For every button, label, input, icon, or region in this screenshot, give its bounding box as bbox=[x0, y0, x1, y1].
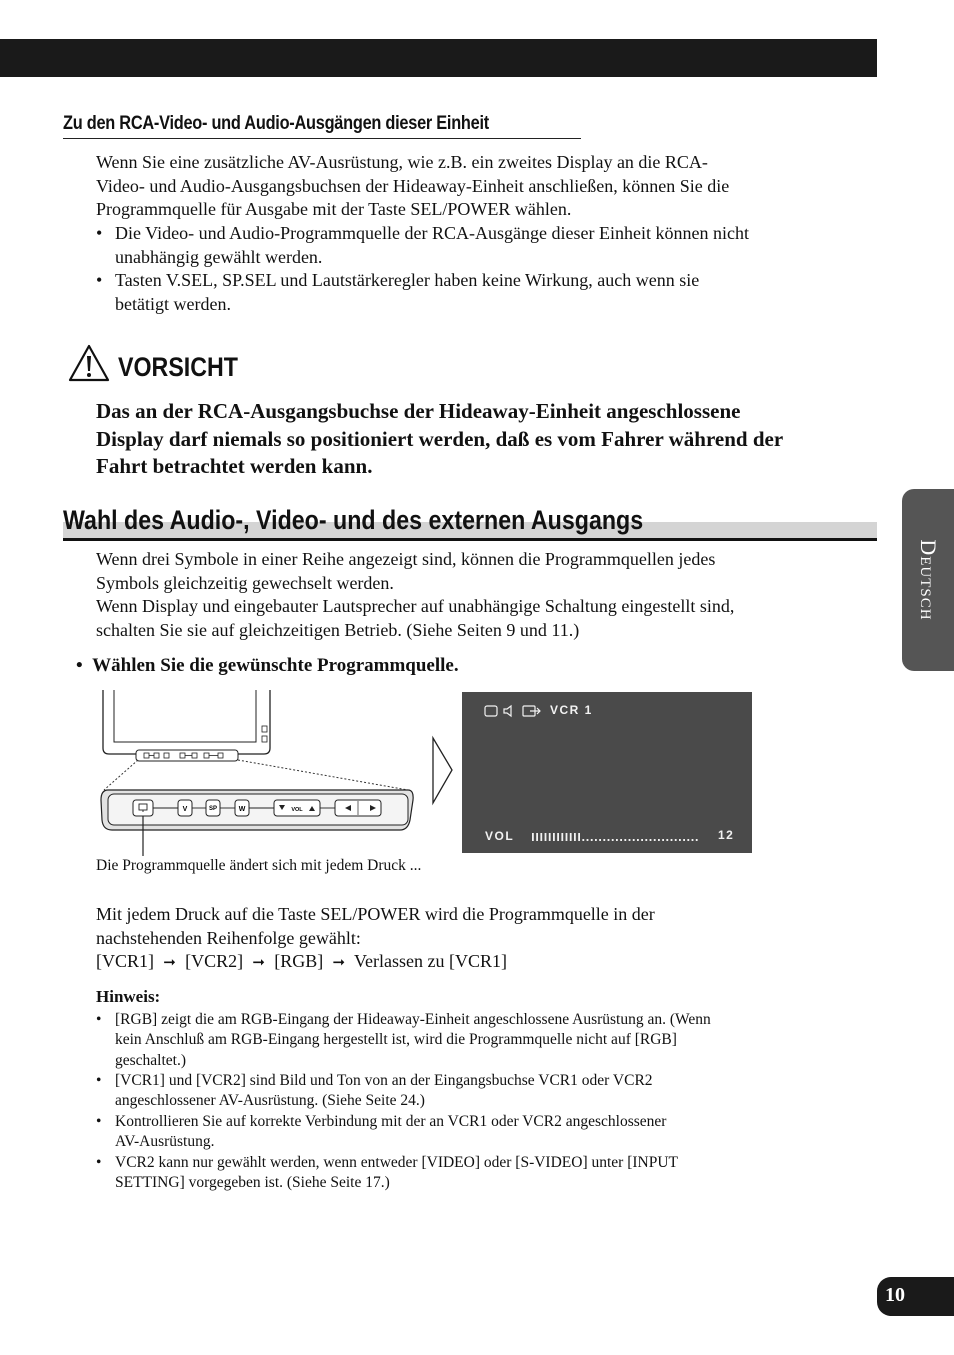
sequence-item: Verlassen zu [VCR1] bbox=[354, 951, 507, 972]
volume-tick-filled bbox=[574, 833, 576, 841]
volume-tick-empty bbox=[650, 839, 652, 841]
volume-tick-empty bbox=[599, 839, 601, 841]
note-item bbox=[96, 1010, 836, 1071]
text-line: Symbols gleichzeitig gewechselt werden. bbox=[96, 572, 394, 593]
volume-tick-empty bbox=[637, 839, 639, 841]
volume-tick-empty bbox=[662, 839, 664, 841]
volume-tick-empty bbox=[587, 839, 589, 841]
intro-paragraph bbox=[96, 151, 856, 222]
text-line: angeschlossener AV-Ausrüstung. (Siehe Seite 24.) bbox=[115, 1092, 425, 1110]
sequence-line bbox=[96, 950, 856, 975]
volume-tick-filled bbox=[553, 833, 555, 841]
volume-tick-empty bbox=[629, 839, 631, 841]
arrow-right-icon: ➞ bbox=[247, 953, 270, 972]
instruction-text: Wählen Sie die gewünschte Programmquelle. bbox=[92, 655, 459, 676]
arrow-right-icon: ➞ bbox=[158, 953, 181, 972]
volume-tick-empty bbox=[645, 839, 647, 841]
bullet-dot: • bbox=[96, 1011, 102, 1028]
bullet-dot: • bbox=[96, 1072, 102, 1089]
volume-tick-empty bbox=[696, 839, 698, 841]
speaker-icon bbox=[504, 706, 511, 716]
text-line: betätigt werden. bbox=[115, 293, 231, 314]
sequence-item: [RGB] bbox=[274, 951, 324, 972]
text-line: AV-Ausrüstung. bbox=[115, 1133, 215, 1151]
bullet-dot: • bbox=[96, 1113, 102, 1130]
text-line: geschaltet.) bbox=[115, 1051, 187, 1069]
volume-tick-empty bbox=[612, 839, 614, 841]
volume-tick-empty bbox=[633, 839, 635, 841]
text-line: SETTING] vorgegeben ist. (Siehe Seite 17.) bbox=[115, 1174, 390, 1192]
osd-screen bbox=[462, 692, 752, 853]
arrow-right-icon: ➞ bbox=[327, 953, 350, 972]
sequence-item: [VCR2] bbox=[185, 951, 244, 972]
volume-tick-empty bbox=[624, 839, 626, 841]
v-button-label: V bbox=[182, 806, 188, 813]
volume-tick-empty bbox=[675, 839, 677, 841]
header-bar bbox=[0, 39, 877, 77]
text-line: unabhängig gewählt werden. bbox=[115, 246, 323, 267]
caution-text bbox=[96, 398, 866, 481]
vol-button-label: VOL bbox=[291, 807, 303, 813]
text-line: VCR2 kann nur gewählt werden, wenn entweder [VIDEO] oder [S-VIDEO] unter [INPUT bbox=[115, 1154, 679, 1171]
text-line: Die Video- und Audio-Programmquelle der RCA-Ausgänge dieser Einheit können nicht bbox=[115, 223, 749, 243]
text-line: Video- und Audio-Ausgangsbuchsen der Hideaway-Einheit anschließen, können Sie die bbox=[96, 175, 730, 196]
volume-tick-empty bbox=[654, 839, 656, 841]
text-line: schalten Sie sie auf gleichzeitigen Betrieb. (Siehe Seiten 9 und 11.) bbox=[96, 619, 580, 640]
volume-tick-filled bbox=[540, 833, 542, 841]
volume-tick-empty bbox=[603, 839, 605, 841]
volume-tick-empty bbox=[692, 839, 694, 841]
text-line: Wenn Display und eingebauter Lautsprecher auf unabhängige Schaltung eingestellt sind, bbox=[96, 596, 735, 617]
volume-tick-empty bbox=[616, 839, 618, 841]
text-line: [VCR1] und [VCR2] sind Bild und Ton von an der Eingangsbuchse VCR1 oder VCR2 bbox=[115, 1072, 653, 1089]
volume-tick-filled bbox=[536, 833, 538, 841]
volume-tick-empty bbox=[671, 839, 673, 841]
text-line: Wenn drei Symbole in einer Reihe angezeigt sind, können die Programmquellen jedes bbox=[96, 549, 716, 569]
note-item bbox=[96, 1071, 836, 1112]
text-line: Das an der RCA-Ausgangsbuchse der Hideaway-Einheit angeschlossene bbox=[96, 399, 741, 423]
text-line: [RGB] zeigt die am RGB-Eingang der Hideaway-Einheit angeschlossene Ausrüstung an. (Wenn bbox=[115, 1011, 711, 1028]
volume-tick-empty bbox=[608, 839, 610, 841]
volume-tick-filled bbox=[532, 833, 534, 841]
source-icons bbox=[484, 704, 544, 718]
volume-tick-empty bbox=[595, 839, 597, 841]
sp-button-label: SP bbox=[208, 806, 218, 812]
w-button-label: W bbox=[238, 806, 246, 813]
note-item bbox=[96, 1153, 836, 1194]
section-heading-output: Wahl des Audio-, Video- und des externen Ausgangs bbox=[63, 505, 644, 535]
device-illustration bbox=[96, 690, 466, 860]
volume-tick-filled bbox=[570, 833, 572, 841]
volume-tick-empty bbox=[683, 839, 685, 841]
text-line: nachstehenden Reihenfolge gewählt: bbox=[96, 927, 361, 948]
volume-tick-empty bbox=[666, 839, 668, 841]
text-line: kein Anschluß am RGB-Eingang hergestellt ist, wird die Programmquelle nicht auf [RGB] bbox=[115, 1031, 677, 1049]
volume-value: 12 bbox=[718, 828, 735, 842]
warning-triangle-icon bbox=[67, 343, 111, 383]
instruction-line bbox=[76, 655, 459, 677]
sequence-item: [VCR1] bbox=[96, 951, 154, 972]
language-tab bbox=[902, 489, 954, 671]
bullet-item bbox=[96, 222, 856, 269]
bullet-dot: • bbox=[76, 655, 93, 676]
figure-caption: Die Programmquelle ändert sich mit jedem Druck ... bbox=[96, 857, 422, 874]
source-label: VCR 1 bbox=[550, 703, 593, 717]
note-item bbox=[96, 1112, 836, 1153]
volume-tick-empty bbox=[591, 839, 593, 841]
bullet-dot: • bbox=[96, 270, 103, 290]
text-line: Programmquelle für Ausgabe mit der Taste SEL/POWER wählen. bbox=[96, 199, 572, 220]
volume-tick-filled bbox=[549, 833, 551, 841]
section2-paragraph bbox=[96, 548, 856, 642]
page-number-box bbox=[877, 1277, 954, 1316]
volume-tick-filled bbox=[561, 833, 563, 841]
section-heading-rule bbox=[63, 538, 877, 541]
volume-bar bbox=[532, 832, 702, 842]
volume-tick-empty bbox=[620, 839, 622, 841]
note-title: Hinweis: bbox=[96, 987, 161, 1006]
volume-tick-empty bbox=[658, 839, 660, 841]
language-tab-label: Deutsch bbox=[916, 539, 941, 621]
text-line: Wenn Sie eine zusätzliche AV-Ausrüstung, wie z.B. ein zweites Display an die RCA- bbox=[96, 152, 708, 172]
bullet-dot: • bbox=[96, 1154, 102, 1171]
bullet-dot: • bbox=[96, 223, 103, 243]
volume-label: VOL bbox=[485, 829, 515, 843]
volume-tick-filled bbox=[578, 833, 580, 841]
volume-tick-empty bbox=[641, 839, 643, 841]
text-line: Fahrt betrachtet werden kann. bbox=[96, 454, 373, 478]
heading-underline bbox=[63, 138, 581, 139]
volume-tick-empty bbox=[679, 839, 681, 841]
text-line: Display darf niemals so positioniert werden, daß es vom Fahrer während der bbox=[96, 426, 784, 451]
text-line: Tasten V.SEL, SP.SEL und Lautstärkeregler haben keine Wirkung, auch wenn sie bbox=[115, 270, 700, 290]
volume-tick-filled bbox=[545, 833, 547, 841]
caution-title: VORSICHT bbox=[118, 352, 238, 382]
monitor-icon bbox=[485, 706, 497, 716]
text-line: Kontrollieren Sie auf korrekte Verbindung mit der an VCR1 oder VCR2 angeschlossener bbox=[115, 1113, 667, 1130]
volume-tick-filled bbox=[566, 833, 568, 841]
volume-tick-empty bbox=[687, 839, 689, 841]
text-line: Mit jedem Druck auf die Taste SEL/POWER wird die Programmquelle in der bbox=[96, 904, 655, 924]
page-number: 10 bbox=[885, 1284, 905, 1306]
section-heading-rca: Zu den RCA-Video- und Audio-Ausgängen dieser Einheit bbox=[63, 113, 489, 134]
volume-tick-empty bbox=[582, 839, 584, 841]
bullet-item bbox=[96, 269, 856, 316]
volume-tick-filled bbox=[557, 833, 559, 841]
sequence-paragraph bbox=[96, 903, 856, 975]
